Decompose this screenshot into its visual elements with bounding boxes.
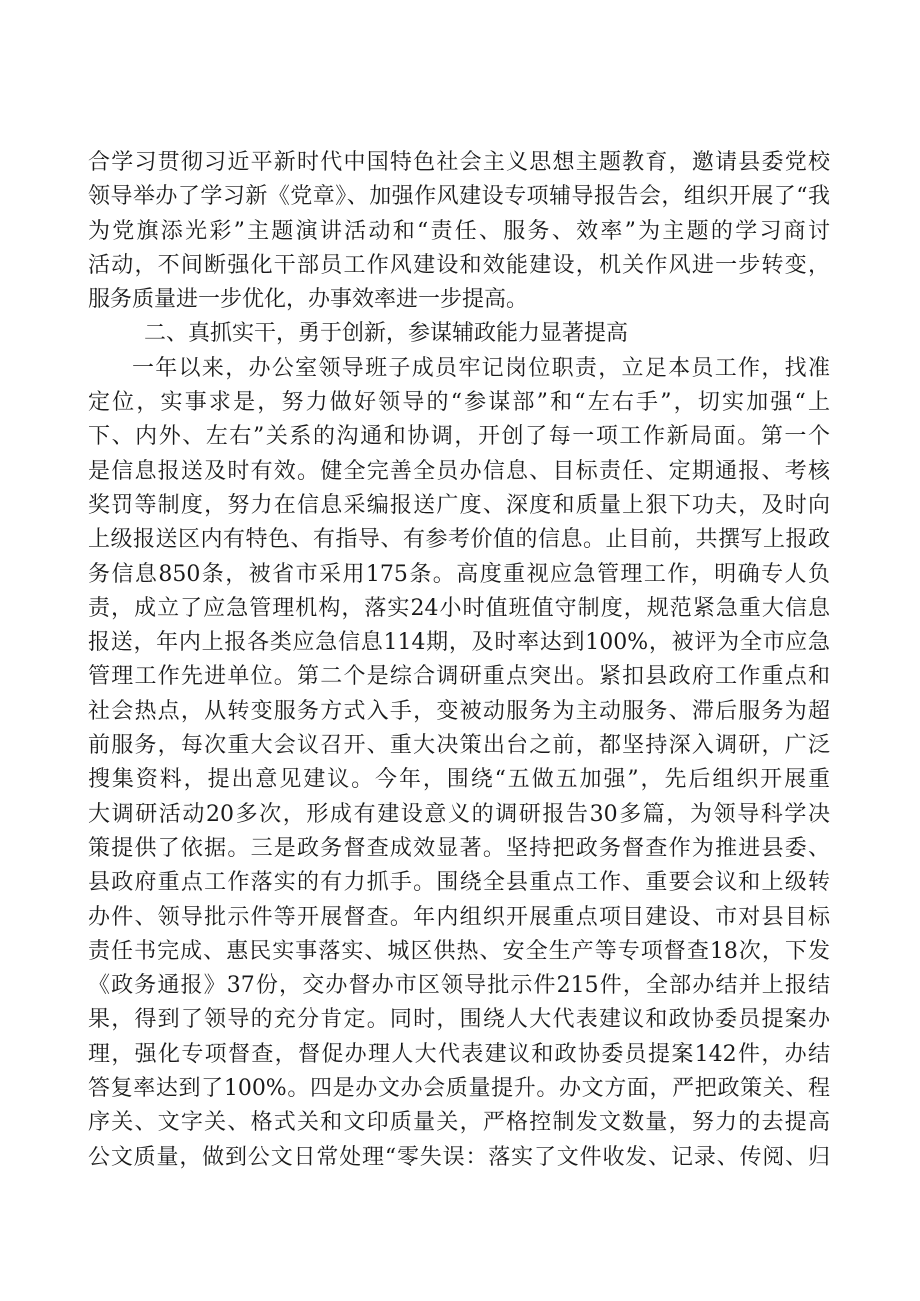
text-line: 奖罚等制度，努力在信息采编报送广度、深度和质量上狠下功夫，及时向 bbox=[88, 492, 830, 518]
text-line: 定位，实事求是，努力做好领导的“参谋部”和“左右手”，切实加强“上 bbox=[88, 390, 830, 416]
text-line: 合学习贯彻习近平新时代中国特色社会主义思想主题教育，邀请县委党校 bbox=[88, 150, 830, 175]
paragraph-2 bbox=[88, 352, 830, 1175]
text-line: 管理工作先进单位。第二个是综合调研重点突出。紧扣县政府工作重点和 bbox=[88, 664, 830, 690]
text-line: 服务质量进一步优化，办事效率进一步提高。 bbox=[88, 287, 529, 313]
text-line: 策提供了依据。三是政务督查成效显著。坚持把政务督查作为推进县委、 bbox=[88, 835, 830, 861]
text-line: 答复率达到了100%。四是办文办会质量提升。办文方面，严把政策关、程 bbox=[88, 1076, 830, 1102]
text-line: 领导举办了学习新《党章》、加强作风建设专项辅导报告会，组织开展了“我 bbox=[88, 184, 830, 210]
text-line: 责，成立了应急管理机构，落实24小时值班值守制度，规范紧急重大信息 bbox=[88, 595, 830, 621]
text-line: 责任书完成、惠民实事落实、城区供热、安全生产等专项督查18次，下发 bbox=[88, 938, 830, 964]
text-line: 上级报送区内有特色、有指导、有参考价值的信息。止目前，共撰写上报政 bbox=[88, 527, 830, 553]
text-line: 县政府重点工作落实的有力抓手。围绕全县重点工作、重要会议和上级转 bbox=[88, 870, 830, 896]
text-line: 为党旗添光彩”主题演讲活动和“责任、服务、效率”为主题的学习商讨 bbox=[88, 218, 830, 244]
text-line: 前服务，每次重大会议召开、重大决策出台之前，都坚持深入调研，广泛 bbox=[88, 733, 830, 759]
text-line: 果，得到了领导的充分肯定。同时，围绕人大代表建议和政协委员提案办 bbox=[88, 1007, 830, 1033]
text-line: 序关、文字关、格式关和文印质量关，严格控制发文数量，努力的去提高 bbox=[88, 1110, 830, 1136]
text-line: 公文质量，做到公文日常处理“零失误：落实了文件收发、记录、传阅、归 bbox=[88, 1144, 830, 1170]
text-line: 《政务通报》37份，交办督办市区领导批示件215件，全部办结并上报结 bbox=[88, 973, 830, 999]
section-heading: 二、真抓实干，勇于创新，参谋辅政能力显著提高 bbox=[144, 321, 629, 347]
text-line: 搜集资料，提出意见建议。今年，围绕“五做五加强”，先后组织开展重 bbox=[88, 767, 830, 793]
text-line: 下、内外、左右”关系的沟通和协调，开创了每一项工作新局面。第一个 bbox=[88, 424, 830, 450]
text-line: 大调研活动20多次，形成有建设意义的调研报告30多篇，为领导科学决 bbox=[88, 801, 830, 827]
text-line: 一年以来，办公室领导班子成员牢记岗位职责，立足本员工作，找准 bbox=[132, 355, 830, 381]
text-line: 活动，不间断强化干部员工作风建设和效能建设，机关作风进一步转变， bbox=[88, 252, 830, 278]
text-line: 是信息报送及时有效。健全完善全员办信息、目标责任、定期通报、考核 bbox=[88, 458, 830, 484]
text-line: 理，强化专项督查，督促办理人大代表建议和政协委员提案142件，办结 bbox=[88, 1041, 830, 1067]
document-page bbox=[88, 146, 830, 1175]
text-line: 办件、领导批示件等开展督查。年内组织开展重点项目建设、市对县目标 bbox=[88, 904, 830, 930]
text-line: 务信息850条，被省市采用175条。高度重视应急管理工作，明确专人负 bbox=[88, 561, 830, 587]
paragraph-1 bbox=[88, 146, 830, 317]
text-line: 社会热点，从转变服务方式入手，变被动服务为主动服务、滞后服务为超 bbox=[88, 698, 830, 724]
text-line: 报送，年内上报各类应急信息114期，及时率达到100%，被评为全市应急 bbox=[88, 630, 830, 656]
